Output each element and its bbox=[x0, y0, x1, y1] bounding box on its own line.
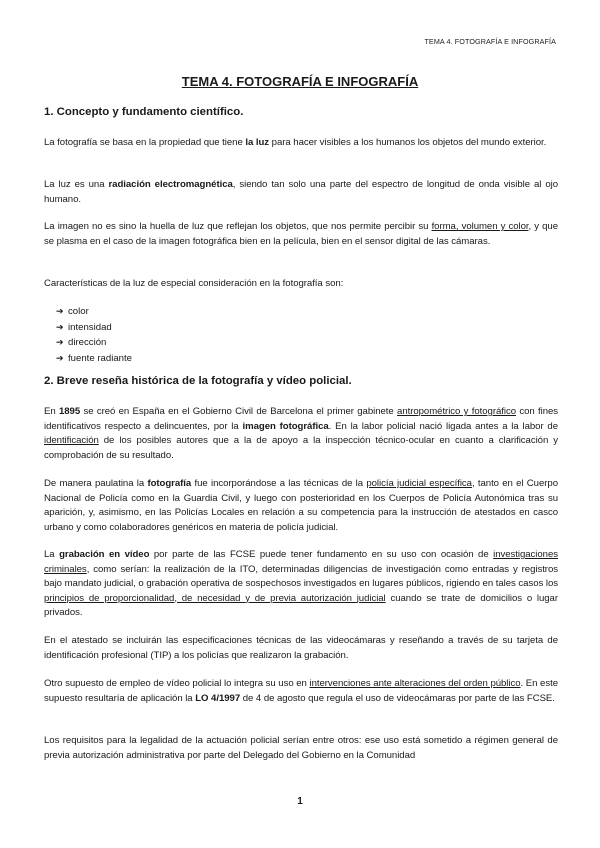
s2-paragraph-1: En 1895 se creó en España en el Gobierno Civil de Barcelona el primer gabinete antropométrico y fotográfico con fines identificativos respecto a delincuentes, por la imagen fotográfica. En la labor policial nació ligada antes a la labor de identificación de los posibles autores que a la de apoyo a la inspección técnico-ocular en cuanto a clarificación y comprobación de su resultado. bbox=[44, 406, 559, 461]
document-title: TEMA 4. FOTOGRAFÍA E INFOGRAFÍA bbox=[181, 74, 419, 89]
s2-paragraph-3: La grabación en vídeo por parte de las FCSE puede tener fundamento en su uso con ocasión de investigaciones criminales, como serían: la realización de la ITO, determinadas diligencias de investigación como entradas y registros bajo mandato judicial, o grabación operativa de sospechosos investigados en lugares públicos, rigiendo en tales casos los principios de proporcionalidad, de necesidad y de previa autorización judicial cuando se trate de domicilios o lugar privados. bbox=[44, 549, 558, 618]
s1-paragraph-1: La fotografía se basa en la propiedad que tiene la luz para hacer visibles a los humanos los objetos del mundo exterior. bbox=[44, 137, 547, 148]
list-item: ➔ color bbox=[56, 306, 89, 317]
s1-paragraph-4: Características de la luz de especial consideración en la fotografía son: bbox=[44, 278, 344, 289]
arrow-right-icon: ➔ bbox=[56, 306, 64, 316]
light-characteristics-list bbox=[56, 304, 132, 366]
running-header: TEMA 4. FOTOGRAFÍA E INFOGRAFÍA bbox=[424, 37, 556, 46]
s2-paragraph-5: Otro supuesto de empleo de vídeo policial lo integra su uso en intervenciones ante alteraciones del orden público. En este supuesto resultaría de aplicación la LO 4/1997 de 4 de agosto que regula el uso de videocámaras por parte de las FCSE. bbox=[44, 678, 558, 704]
page-number: 1 bbox=[297, 796, 303, 807]
arrow-right-icon: ➔ bbox=[56, 352, 64, 363]
list-item: ➔ fuente radiante bbox=[56, 352, 133, 364]
list-item: ➔ dirección bbox=[56, 337, 107, 348]
section-2-heading: 2. Breve reseña histórica de la fotografía y vídeo policial. bbox=[44, 375, 352, 387]
section-1-heading: 1. Concepto y fundamento científico. bbox=[44, 106, 244, 118]
list-item: ➔ intensidad bbox=[56, 321, 112, 333]
s2-paragraph-6: Los requisitos para la legalidad de la actuación policial serían entre otros: ese uso está sometido a régimen general de previa autorización administrativa por parte del Delegado del Gobierno en la Comunidad bbox=[44, 735, 558, 761]
arrow-right-icon: ➔ bbox=[56, 337, 64, 347]
s1-paragraph-2: La luz es una radiación electromagnética, siendo tan solo una parte del espectro de longitud de onda visible al ojo humano. bbox=[44, 179, 558, 205]
s2-paragraph-4: En el atestado se incluirán las especificaciones técnicas de las videocámaras y reseñando a través de su tarjeta de identificación profesional (TIP) a los policías que realizaron la grabación. bbox=[44, 635, 558, 661]
arrow-right-icon: ➔ bbox=[56, 321, 64, 332]
s1-paragraph-3: La imagen no es sino la huella de luz que reflejan los objetos, que nos permite percibir su forma, volumen y color, y que se plasma en el caso de la imagen fotográfica bien en la película, bien en el sensor digital de las cámaras. bbox=[44, 221, 558, 247]
s2-paragraph-2: De manera paulatina la fotografía fue incorporándose a las técnicas de la policía judicial específica, tanto en el Cuerpo Nacional de Policía como en la Guardia Civil, y luego con posterioridad en los Cuerpos de Policía Autonómica tras su aparición, y, asimismo, en las Policías Locales en relación a su competencia para la instrucción de atestados en casco urbano y como colaboradores genéricos en materia de policía judicial. bbox=[44, 478, 558, 533]
